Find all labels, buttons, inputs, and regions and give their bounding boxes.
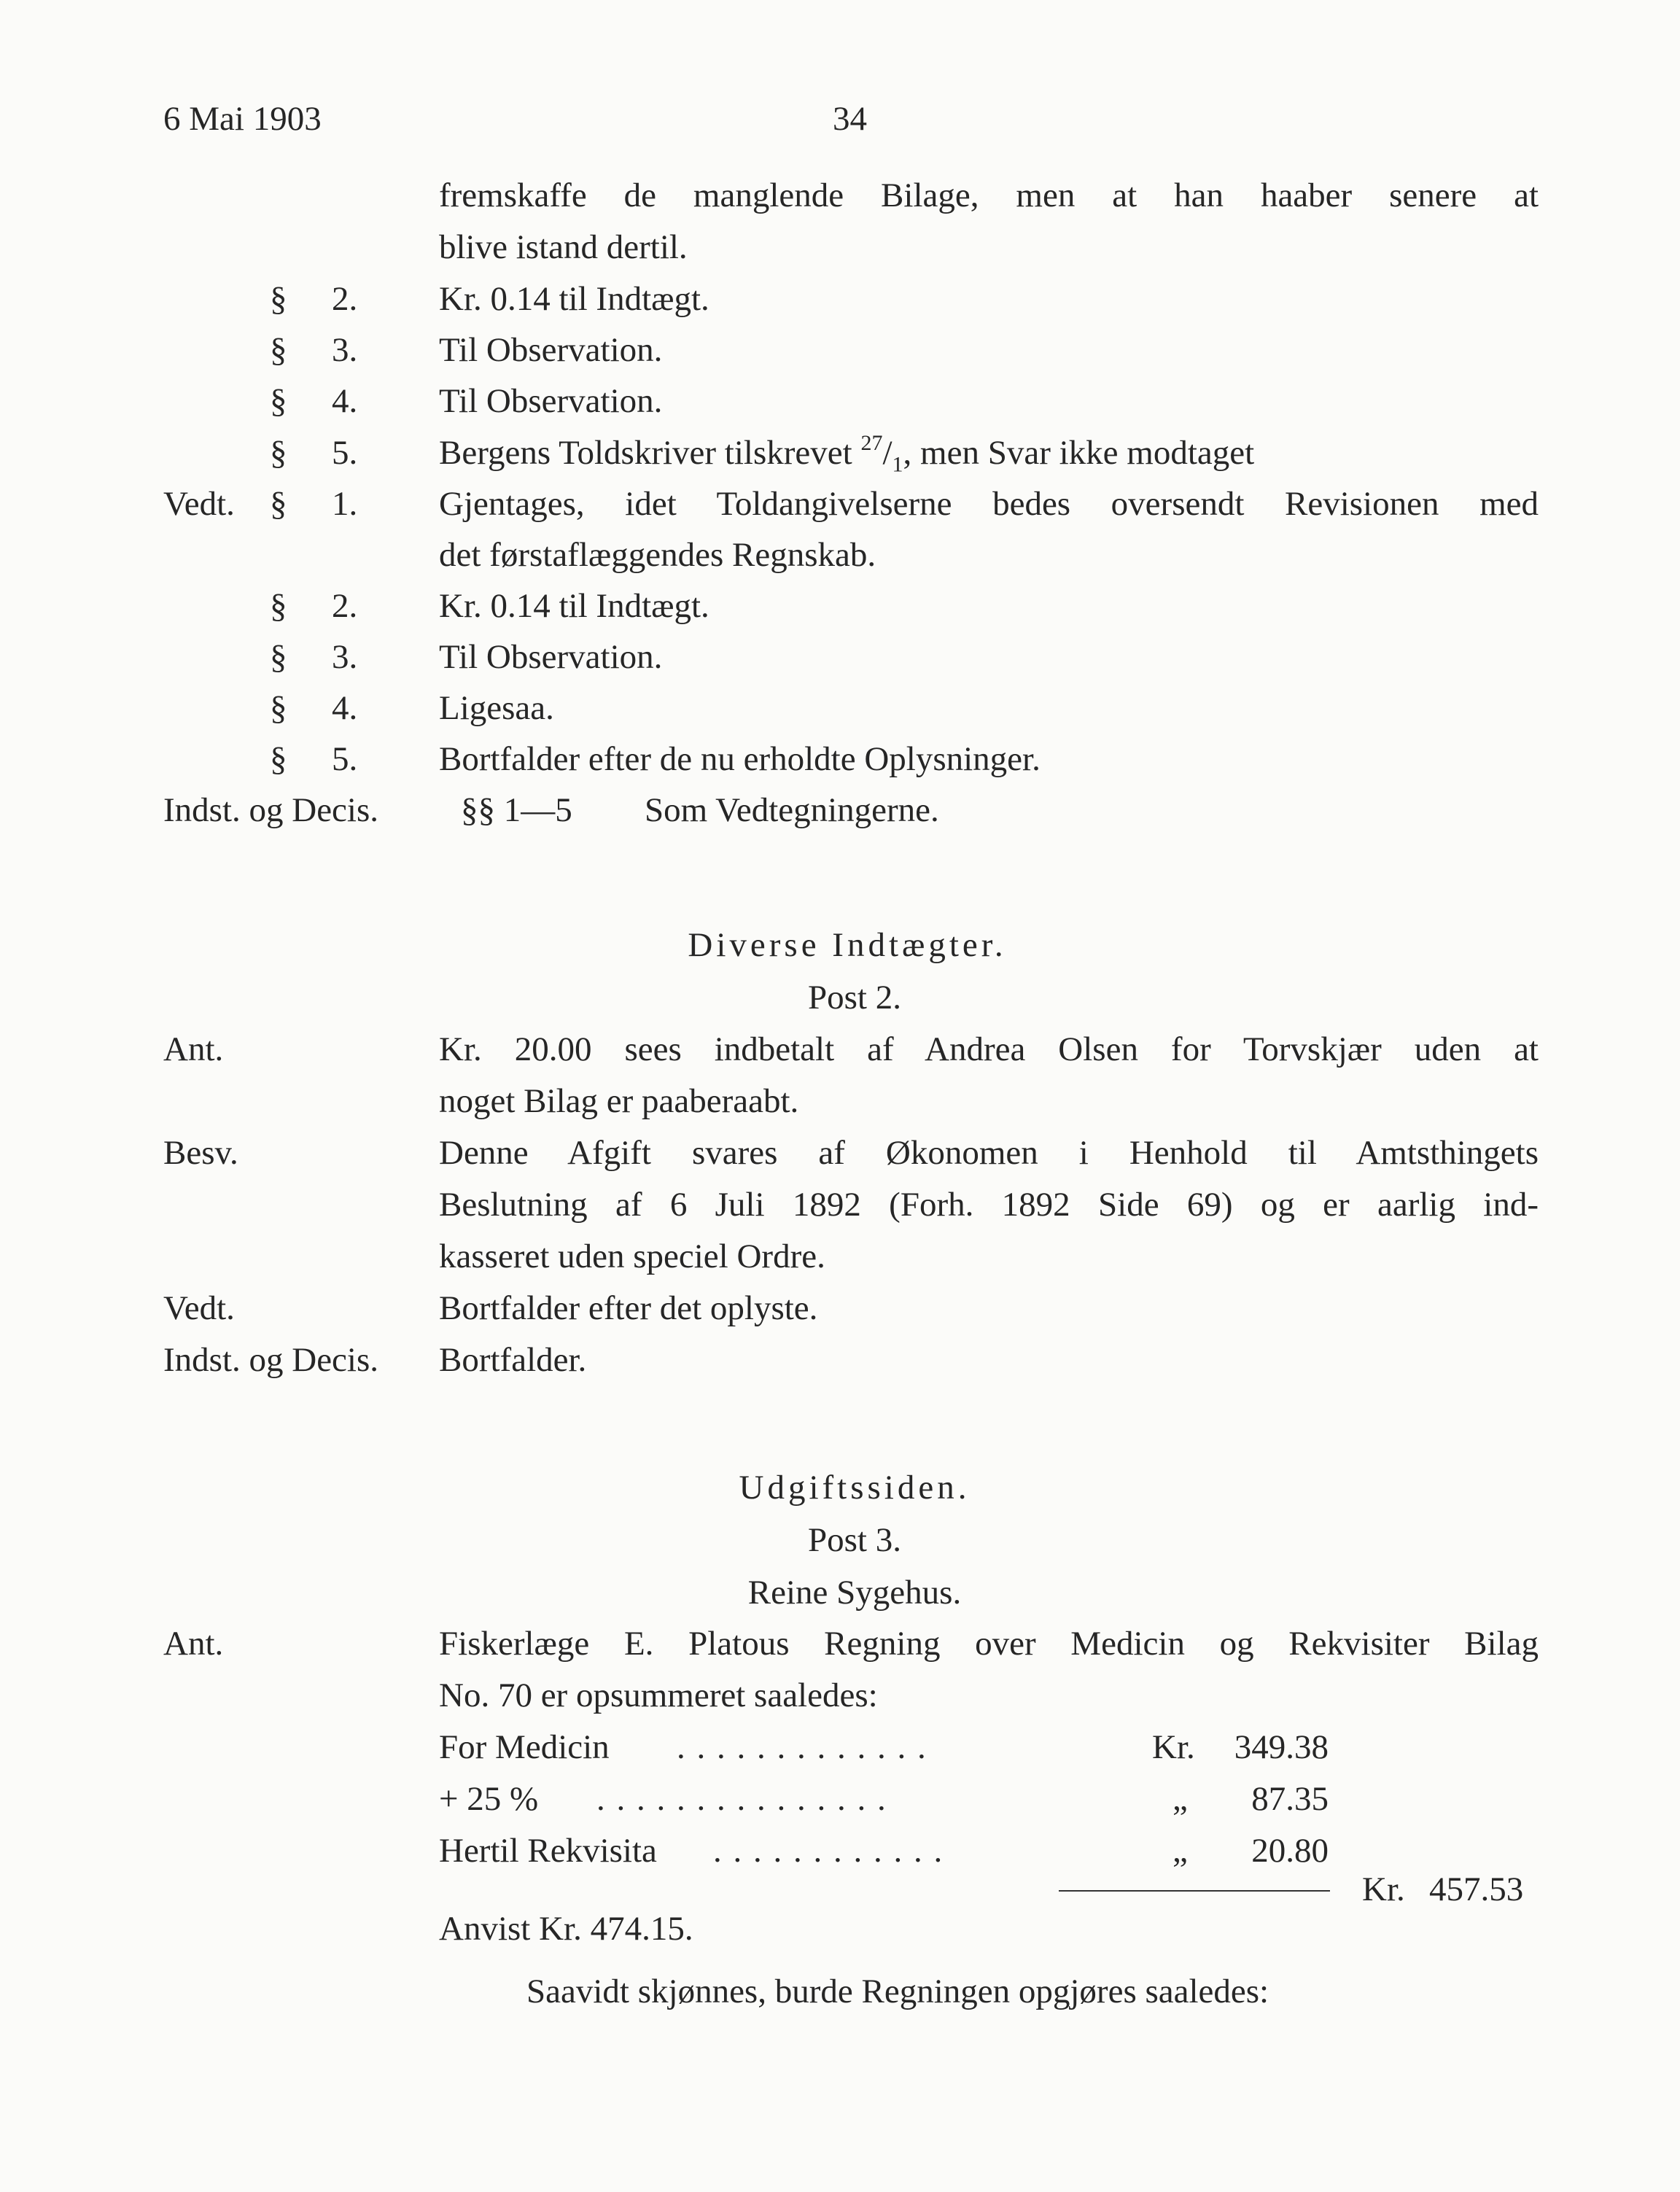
ledger-amount: 349.38 bbox=[1234, 1728, 1329, 1766]
section-sign: § bbox=[270, 280, 287, 318]
anvist-line: Anvist Kr. 474.15. bbox=[439, 1910, 693, 1948]
paragraph-line: noget Bilag er paaberaabt. bbox=[439, 1082, 799, 1120]
section-sign: § bbox=[270, 587, 287, 625]
ledger-amount: 87.35 bbox=[1251, 1780, 1329, 1818]
section-sign: § bbox=[270, 638, 287, 676]
post-heading: Post 3. bbox=[808, 1521, 901, 1559]
item-text: Som Vedtegningerne. bbox=[645, 791, 939, 829]
item-text: Til Observation. bbox=[439, 638, 663, 676]
section-number: 2. bbox=[332, 587, 358, 625]
section-sign: § bbox=[270, 689, 287, 727]
item-text: Til Observation. bbox=[439, 331, 663, 369]
section-number: 1. bbox=[332, 485, 358, 523]
section-number: 3. bbox=[332, 331, 358, 369]
item-text bbox=[439, 431, 1255, 477]
section-heading: Diverse Indtægter. bbox=[688, 926, 1007, 964]
total-amount: 457.53 bbox=[1429, 1870, 1524, 1908]
section-sign: § bbox=[270, 331, 287, 369]
ledger-amount: 20.80 bbox=[1251, 1832, 1329, 1870]
section-range: §§ 1—5 bbox=[461, 791, 572, 829]
paragraph-line: Beslutning af 6 Juli 1892 (Forh. 1892 Side 69) og er aarlig ind- bbox=[439, 1186, 1539, 1224]
section-sign: § bbox=[270, 485, 287, 523]
paragraph-line: det førstaflæggendes Regnskab. bbox=[439, 536, 876, 574]
date-superscript: 27 bbox=[860, 431, 883, 456]
paragraph-line: fremskaffe de manglende Bilage, men at han haaber senere at bbox=[439, 176, 1539, 214]
page-number: 34 bbox=[833, 100, 867, 138]
paragraph-line: Denne Afgift svares af Økonomen i Henhold til Amtsthingets bbox=[439, 1134, 1539, 1172]
section-heading: Udgiftssiden. bbox=[739, 1469, 971, 1507]
paragraph-line: Gjentages, idet Toldangivelserne bedes oversendt Revisionen med bbox=[439, 485, 1539, 523]
item-text-pre: Bergens Toldskriver tilskrevet bbox=[439, 434, 861, 472]
section-sign: § bbox=[270, 382, 287, 420]
date-subscript: 1 bbox=[892, 452, 903, 477]
section-number: 5. bbox=[332, 434, 358, 472]
indst-label: Indst. og Decis. bbox=[163, 1341, 379, 1379]
post-heading: Post 2. bbox=[808, 979, 901, 1017]
total-currency: Kr. bbox=[1362, 1870, 1405, 1908]
section-number: 5. bbox=[332, 740, 358, 778]
section-sign: § bbox=[270, 740, 287, 778]
paragraph-line: blive istand dertil. bbox=[439, 228, 688, 266]
paragraph-line: Kr. 20.00 sees indbetalt af Andrea Olsen for Torvskjær uden at bbox=[439, 1030, 1539, 1068]
ledger-dots: . . . . . . . . . . . . . . . bbox=[596, 1780, 887, 1818]
paragraph-line: kasseret uden speciel Ordre. bbox=[439, 1237, 825, 1275]
section-number: 4. bbox=[332, 382, 358, 420]
ledger-currency: „ bbox=[1172, 1780, 1188, 1818]
item-text: Kr. 0.14 til Indtægt. bbox=[439, 280, 709, 318]
ledger-label: For Medicin bbox=[439, 1728, 610, 1766]
item-text: Ligesaa. bbox=[439, 689, 554, 727]
item-text: Bortfalder efter det oplyste. bbox=[439, 1289, 818, 1327]
ledger-label: Hertil Rekvisita bbox=[439, 1832, 657, 1870]
ledger-label: + 25 % bbox=[439, 1780, 539, 1818]
section-number: 2. bbox=[332, 280, 358, 318]
ant-label: Ant. bbox=[163, 1030, 224, 1068]
indst-label: Indst. og Decis. bbox=[163, 791, 379, 829]
item-text: Til Observation. bbox=[439, 382, 663, 420]
sum-rule bbox=[1059, 1890, 1330, 1892]
section-sign: § bbox=[270, 434, 287, 472]
closing-line: Saavidt skjønnes, burde Regningen opgjøres saaledes: bbox=[526, 1973, 1269, 2010]
subsection-heading: Reine Sygehus. bbox=[747, 1574, 962, 1612]
besv-label: Besv. bbox=[163, 1134, 238, 1172]
item-text: Kr. 0.14 til Indtægt. bbox=[439, 587, 709, 625]
section-number: 4. bbox=[332, 689, 358, 727]
item-text-post: , men Svar ikke modtaget bbox=[903, 434, 1255, 472]
paragraph-line: Fiskerlæge E. Platous Regning over Medicin og Rekvisiter Bilag bbox=[439, 1625, 1539, 1663]
ledger-dots: . . . . . . . . . . . . bbox=[713, 1832, 944, 1870]
ledger-dots: . . . . . . . . . . . . . bbox=[677, 1728, 928, 1766]
item-text: Bortfalder. bbox=[439, 1341, 587, 1379]
item-text: Bortfalder efter de nu erholdte Oplysninger. bbox=[439, 740, 1041, 778]
page-date: 6 Mai 1903 bbox=[163, 100, 322, 138]
ledger-currency: „ bbox=[1172, 1832, 1188, 1870]
section-number: 3. bbox=[332, 638, 358, 676]
date-slash: / bbox=[882, 434, 892, 472]
ledger-currency: Kr. bbox=[1152, 1728, 1195, 1766]
ant-label: Ant. bbox=[163, 1625, 224, 1663]
vedt-label: Vedt. bbox=[163, 1289, 235, 1327]
paragraph-line: No. 70 er opsummeret saaledes: bbox=[439, 1676, 878, 1714]
vedt-label: Vedt. bbox=[163, 485, 235, 523]
